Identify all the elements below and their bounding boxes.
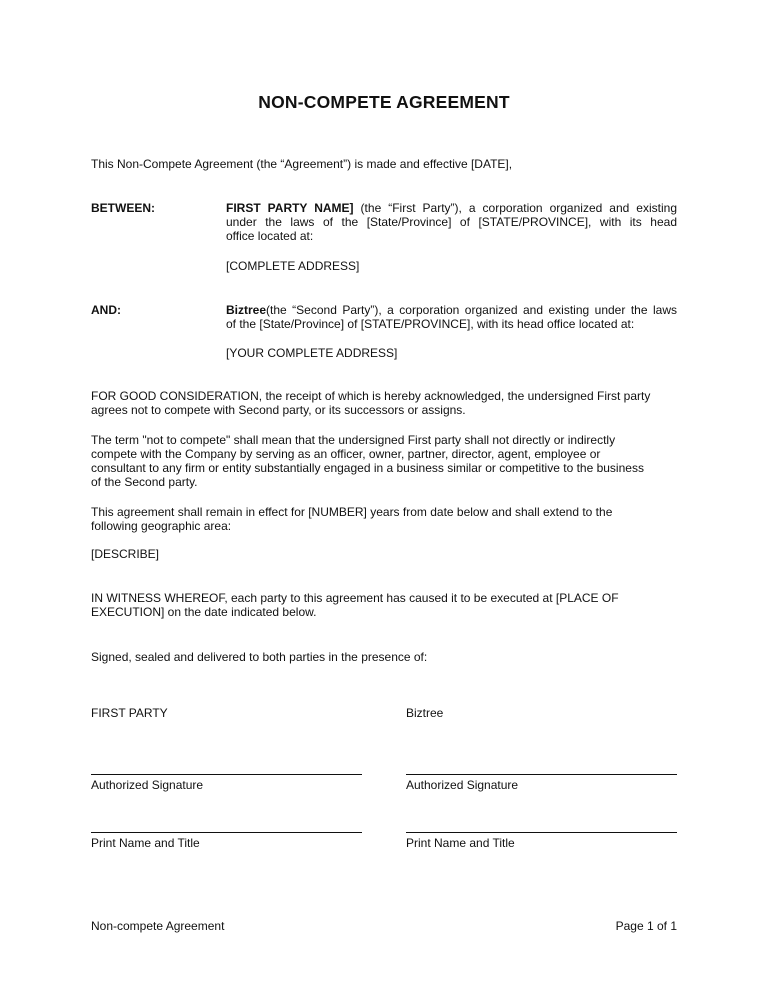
- and-line-2: of the [State/Province] of [STATE/PROVINCE], with its head office located at:: [226, 317, 635, 331]
- right-authorized-signature: Authorized Signature: [406, 778, 519, 792]
- term-line-3: consultant to any firm or entity substantially engaged in a business similar or competitive to the business: [91, 461, 644, 475]
- between-line-2: under the laws of the [State/Province] of [STATE/PROVINCE], with its head: [226, 215, 677, 229]
- left-print-name-line: [91, 832, 362, 833]
- footer-document-name: Non-compete Agreement: [91, 919, 225, 933]
- right-party-label: Biztree: [406, 706, 444, 720]
- consideration-line-1: FOR GOOD CONSIDERATION, the receipt of which is hereby acknowledged, the undersigned First party: [91, 389, 651, 403]
- left-print-name-title: Print Name and Title: [91, 836, 200, 850]
- first-party-address: [COMPLETE ADDRESS]: [226, 259, 360, 273]
- term-line-4: of the Second party.: [91, 475, 198, 489]
- right-print-name-title: Print Name and Title: [406, 836, 515, 850]
- left-authorized-signature: Authorized Signature: [91, 778, 204, 792]
- witness-line-2: EXECUTION] on the date indicated below.: [91, 605, 317, 619]
- footer-page-number: Page 1 of 1: [615, 919, 677, 933]
- second-party-address: [YOUR COMPLETE ADDRESS]: [226, 346, 398, 360]
- between-label: BETWEEN:: [91, 201, 155, 215]
- first-party-name: FIRST PARTY NAME]: [226, 201, 354, 215]
- and-line-1: [226, 303, 677, 317]
- witness-line-1: IN WITNESS WHEREOF, each party to this agreement has caused it to be executed at [PLACE OF: [91, 591, 619, 605]
- and-line-1-rest: (the “Second Party”), a corporation organized and existing under the laws: [266, 303, 677, 317]
- second-party-name: Biztree: [226, 303, 267, 317]
- effect-line-2: following geographic area:: [91, 519, 232, 533]
- intro-paragraph: This Non-Compete Agreement (the “Agreement”) is made and effective [DATE],: [91, 157, 513, 171]
- between-line-1-rest: (the “First Party”), a corporation organized and existing: [353, 201, 677, 215]
- consideration-line-2: agrees not to compete with Second party, or its successors or assigns.: [91, 403, 466, 417]
- and-label: AND:: [91, 303, 121, 317]
- left-signature-line: [91, 774, 362, 775]
- describe-placeholder: [DESCRIBE]: [91, 547, 160, 561]
- term-line-1: The term "not to compete" shall mean that the undersigned First party shall not directly or indirectly: [91, 433, 616, 447]
- document-title: NON-COMPETE AGREEMENT: [258, 92, 510, 112]
- term-line-2: compete with the Company by serving as an officer, owner, partner, director, agent, employee or: [91, 447, 601, 461]
- between-line-1: [226, 201, 677, 215]
- left-party-label: FIRST PARTY: [91, 706, 168, 720]
- signed-sealed-line: Signed, sealed and delivered to both parties in the presence of:: [91, 650, 428, 664]
- between-line-3: office located at:: [226, 229, 314, 243]
- right-print-name-line: [406, 832, 677, 833]
- effect-line-1: This agreement shall remain in effect for [NUMBER] years from date below and shall extend to the: [91, 505, 613, 519]
- right-signature-line: [406, 774, 677, 775]
